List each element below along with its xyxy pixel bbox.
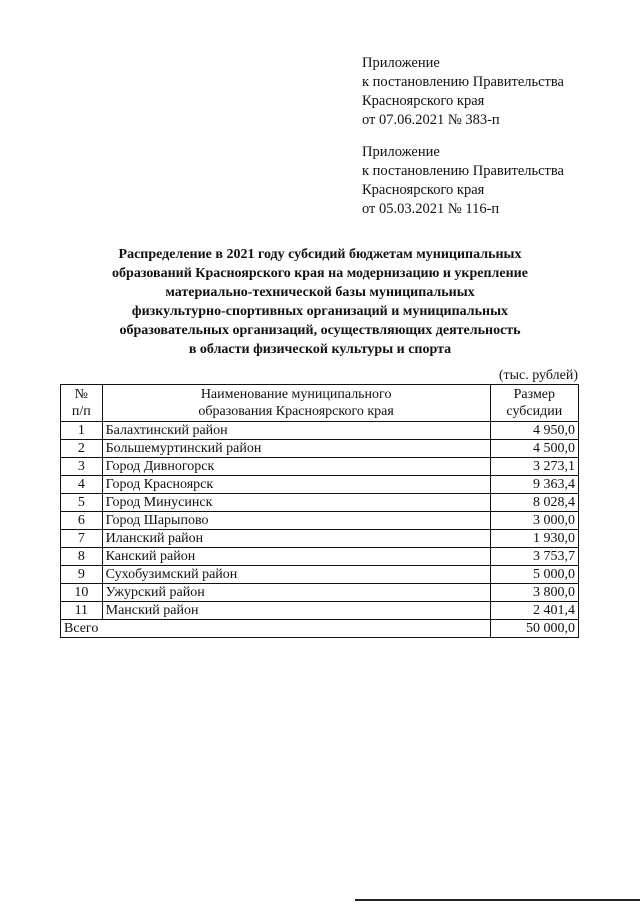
row-municipality: Большемуртинский район (102, 440, 490, 458)
header-number (61, 385, 103, 422)
row-municipality: Ужурский район (102, 584, 490, 602)
row-amount: 2 401,4 (490, 602, 578, 620)
row-number: 7 (61, 530, 103, 548)
row-number: 6 (61, 512, 103, 530)
row-municipality: Иланский район (102, 530, 490, 548)
header-number-line1: № (74, 387, 88, 402)
table-row (61, 440, 579, 458)
document-title (60, 245, 580, 359)
row-number: 5 (61, 494, 103, 512)
row-municipality: Канский район (102, 548, 490, 566)
row-number: 10 (61, 584, 103, 602)
row-number: 8 (61, 548, 103, 566)
row-amount: 3 000,0 (490, 512, 578, 530)
title-line: в области физической культуры и спорта (188, 342, 452, 357)
row-amount: 3 273,1 (490, 458, 578, 476)
units-note: (тыс. рублей) (498, 368, 578, 383)
row-amount: 5 000,0 (490, 566, 578, 584)
table-row (61, 476, 579, 494)
table-row (61, 602, 579, 620)
row-amount: 4 500,0 (490, 440, 578, 458)
table-row (61, 422, 579, 440)
attachment-line: к постановлению Правительства (362, 74, 564, 90)
attachment-note-1 (362, 54, 622, 130)
table-row (61, 584, 579, 602)
table-row (61, 530, 579, 548)
row-number: 2 (61, 440, 103, 458)
row-municipality: Сухобузимский район (102, 566, 490, 584)
title-line: Распределение в 2021 году субсидий бюджетам муниципальных (118, 247, 522, 262)
row-amount: 9 363,4 (490, 476, 578, 494)
row-municipality: Город Дивногорск (102, 458, 490, 476)
row-amount: 3 800,0 (490, 584, 578, 602)
row-municipality: Город Минусинск (102, 494, 490, 512)
table-total-row (61, 620, 579, 638)
attachment-line: Красноярского края (362, 93, 485, 109)
row-number: 9 (61, 566, 103, 584)
table-row (61, 512, 579, 530)
row-number: 11 (61, 602, 103, 620)
row-municipality: Город Красноярск (102, 476, 490, 494)
row-municipality: Город Шарыпово (102, 512, 490, 530)
row-amount: 1 930,0 (490, 530, 578, 548)
header-name-line1: Наименование муниципального (200, 387, 392, 402)
header-amount-line2: субсидии (506, 404, 563, 419)
table-row (61, 566, 579, 584)
title-line: материально-технической базы муниципальных (165, 285, 475, 300)
row-amount: 8 028,4 (490, 494, 578, 512)
total-label: Всего (61, 620, 491, 638)
title-line: физкультурно-спортивных организаций и муниципальных (131, 304, 509, 319)
row-number: 3 (61, 458, 103, 476)
page-edge-line (355, 899, 640, 901)
header-amount (490, 385, 578, 422)
distribution-table (60, 384, 579, 638)
header-name (102, 385, 490, 422)
table-row (61, 494, 579, 512)
title-line: образований Красноярского края на модернизацию и укрепление (112, 266, 528, 281)
table-row (61, 458, 579, 476)
attachment-line: Приложение (362, 55, 440, 71)
row-municipality: Балахтинский район (102, 422, 490, 440)
row-amount: 3 753,7 (490, 548, 578, 566)
row-amount: 4 950,0 (490, 422, 578, 440)
row-number: 4 (61, 476, 103, 494)
header-amount-line1: Размер (513, 387, 556, 402)
attachment-line: от 05.03.2021 № 116-п (362, 201, 500, 217)
row-number: 1 (61, 422, 103, 440)
table-header-row (61, 385, 579, 422)
table-row (61, 548, 579, 566)
header-name-line2: образования Красноярского края (198, 404, 394, 419)
attachment-line: от 07.06.2021 № 383-п (362, 112, 500, 128)
title-line: образовательных организаций, осуществляющих деятельность (119, 323, 521, 338)
row-municipality: Манский район (102, 602, 490, 620)
attachment-note-2 (362, 143, 622, 219)
table-body (61, 422, 579, 638)
attachment-line: Красноярского края (362, 182, 485, 198)
attachment-line: Приложение (362, 144, 440, 160)
header-number-line2: п/п (71, 404, 91, 419)
total-amount: 50 000,0 (490, 620, 578, 638)
attachment-line: к постановлению Правительства (362, 163, 564, 179)
